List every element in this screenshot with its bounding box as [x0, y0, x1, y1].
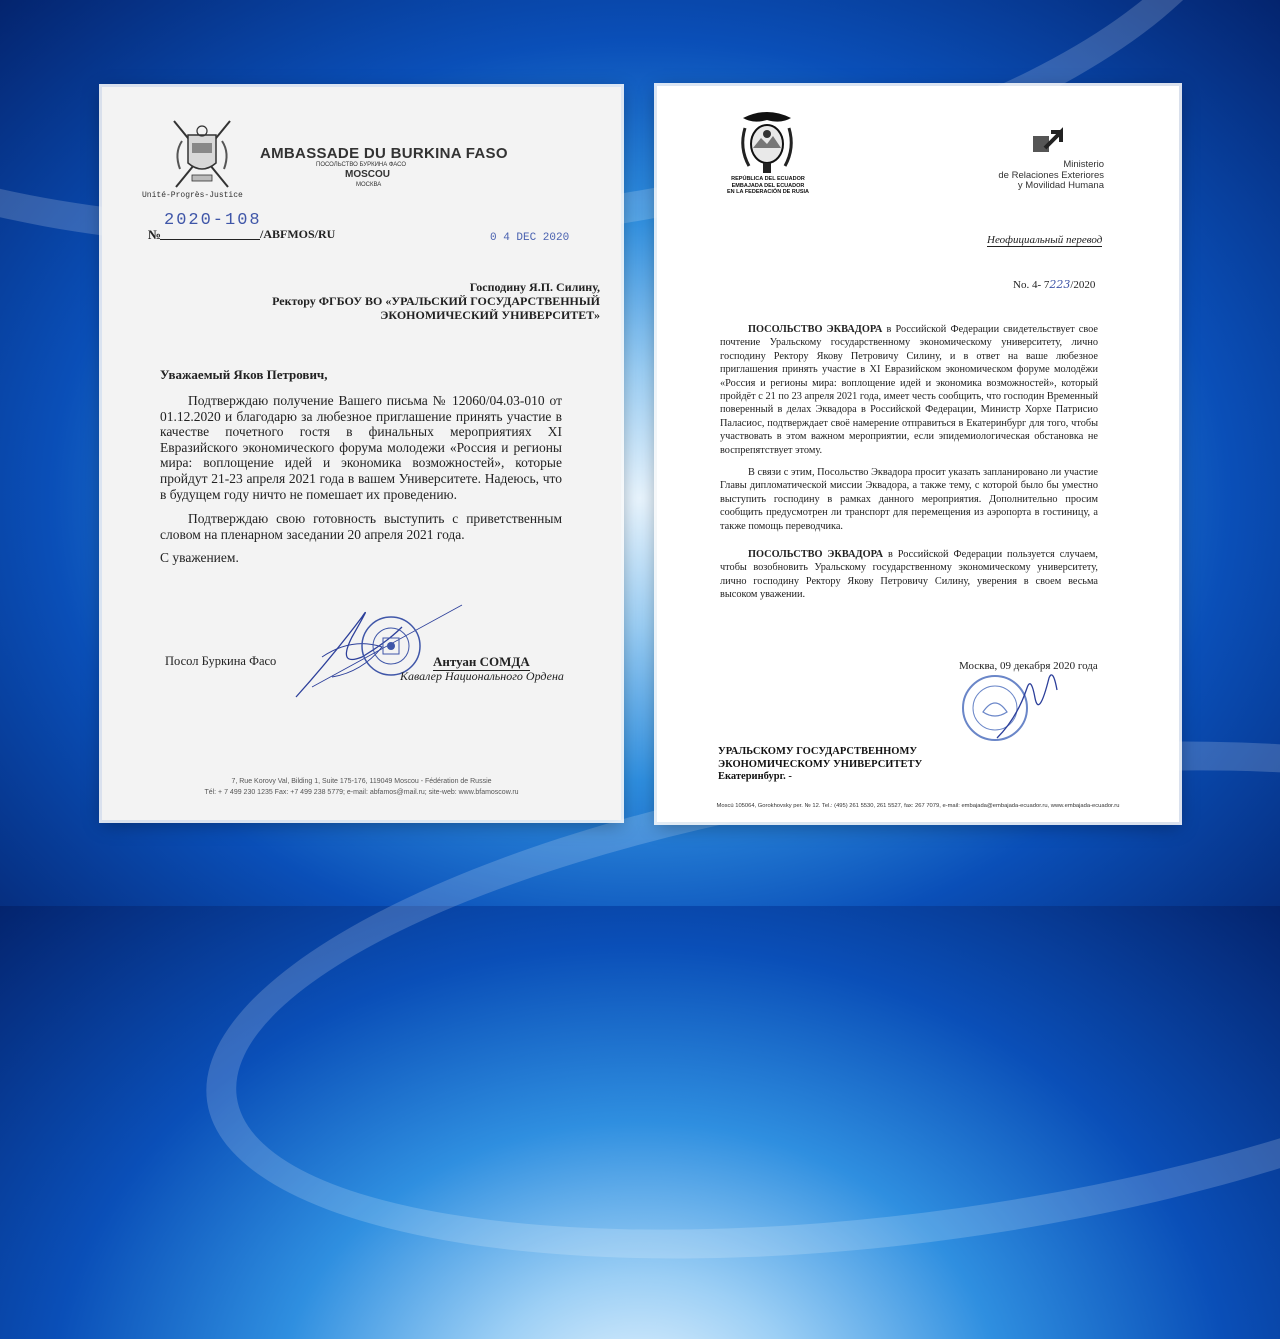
paragraph-text: в Российской Федерации пользуется случаем, чтобы возобновить Уральскому государственному экономическому университету, лично господину Ректору Якову Петровичу Силину, уверения в своем весьма высоком уважении.	[720, 549, 1098, 601]
closing: С уважением.	[160, 550, 239, 565]
place-date: Москва, 09 декабря 2020 года	[959, 660, 1098, 672]
footer-contacts: Moscú 105064, Gorokhovsky per. № 12. Tel.: (495) 261 5530, 261 5527, fax: 267 7079, e-mail: embajada@embajada-ecuador.ru, www.embajada-ecuador.ru	[716, 803, 1120, 809]
ministry-line: y Movilidad Humana	[1017, 180, 1104, 191]
embassy-city-ru: МОСКВА	[356, 182, 382, 188]
ministry-logo-icon	[1031, 124, 1067, 160]
motto: Unité-Progrès-Justice	[142, 191, 243, 200]
burkina-coat-of-arms-icon	[162, 113, 242, 193]
caption-line: REPÚBLICA DEL ECUADOR	[731, 176, 805, 182]
embassy-caption	[717, 176, 819, 196]
number-sign: №	[148, 227, 162, 242]
body-paragraph-1: Подтверждаю получение Вашего письма № 12060/04.03-010 от 01.12.2020 и благодарю за любезное приглашение принять участие в качестве почетного гостя в финальных мероприятиях XI Евразийского экономического форума молодежи «Россия и регионы мира: воплощение идей и экономика возможностей», которые пройдут 21-23 апреля 2021 года в вашем Университете. Надеюсь, что в будущем году ничто не помешает их проведению.	[160, 393, 562, 502]
ministry-name	[987, 160, 1104, 192]
body-paragraph-2: Подтверждаю свою готовность выступить с приветственным словом на пленарном заседании 20 апреля 2021 года.	[160, 511, 562, 542]
document-number-handwritten: 223	[1049, 278, 1071, 291]
paragraph-text: в Российской Федерации свидетельствует свое почтение Уральскому государственному экономическому университету, лично господину Ректору Якову Петровичу Силину, и в ответ на ваше любезное приглашения принять участие в XI Евразийском экономическом форуме молодёжи «Россия и регионы мира: воплощение идей и экономика возможностей», который пройдёт с 21 по 23 апреля 2021 года, имеет честь сообщить, что господин Временный поверенный в делах Эквадора в Российской Федерации, Министр Хорхе Патрисио Паласиос, подтверждает своё намерение отправиться в Екатеринбург для того, чтобы участвовать в этом важном мероприятии, если эпидемиологическая обстановка не воспрепятствует этому.	[720, 324, 1098, 456]
salutation: Уважаемый Яков Петрович,	[160, 367, 328, 382]
reference-number-stamp: 2020-108	[164, 211, 262, 230]
embassy-name: AMBASSADE DU BURKINA FASO	[260, 145, 508, 162]
signer-title: Посол Буркина Фасо	[165, 654, 277, 668]
burkina-faso-letter	[102, 87, 621, 820]
recipient-line: Екатеринбург. -	[718, 771, 792, 782]
ministry-line: de Relaciones Exteriores	[998, 169, 1104, 181]
signer-name: Антуан СОМДА	[433, 654, 530, 669]
footer-contacts: Tél: + 7 499 230 1235 Fax: +7 499 238 5779; e-mail: abfamos@mail.ru; site-web: www.bfamoscow.ru	[204, 789, 519, 796]
ecuador-coat-of-arms-icon	[737, 108, 797, 176]
signer-award: Кавалер Национального Ордена	[400, 669, 564, 683]
date-stamp: 0 4 DEC 2020	[490, 232, 570, 244]
embassy-lead: ПОСОЛЬСТВО ЭКВАДОРА	[748, 324, 883, 335]
document-number-prefix: No. 4- 7	[1013, 279, 1050, 291]
reference-suffix: /ABFMOS/RU	[260, 227, 336, 241]
body-paragraph-3	[720, 548, 1098, 602]
embassy-name-ru: ПОСОЛЬСТВО БУРКИНА ФАСО	[316, 162, 407, 168]
document-number-year: /2020	[1070, 279, 1096, 291]
addressee-line: Господину Я.П. Силину,	[469, 280, 600, 294]
recipient-block	[718, 746, 922, 784]
caption-line: EN LA FEDERACIÓN DE RUSIA	[727, 189, 809, 195]
addressee-block	[272, 280, 600, 322]
footer-address: 7, Rue Korovy Val, Bilding 1, Suite 175-176, 119049 Moscou - Fédération de Russie	[231, 778, 492, 785]
caption-line: EMBAJADA DEL ECUADOR	[731, 182, 805, 189]
addressee-line: Ректору ФГБОУ ВО «УРАЛЬСКИЙ ГОСУДАРСТВЕННЫЙ	[272, 294, 600, 308]
ecuador-letter	[657, 86, 1179, 822]
embassy-seal-icon	[360, 615, 422, 677]
recipient-line: ЭКОНОМИЧЕСКОМУ УНИВЕРСИТЕТУ	[718, 758, 923, 770]
document-number	[1013, 278, 1095, 291]
embassy-lead: ПОСОЛЬСТВО ЭКВАДОРА	[748, 549, 884, 560]
number-underline	[160, 239, 260, 240]
ministry-line: Ministerio	[1063, 159, 1104, 170]
recipient-line: УРАЛЬСКОМУ ГОСУДАРСТВЕННОМУ	[718, 746, 918, 757]
translation-note: Неофициальный перевод	[987, 234, 1103, 246]
addressee-line: ЭКОНОМИЧЕСКИЙ УНИВЕРСИТЕТ»	[380, 308, 600, 322]
embassy-city: MOSCOU	[345, 169, 390, 180]
body-paragraph-2: В связи с этим, Посольство Эквадора просит указать запланировано ли участие Главы дипломатической миссии Эквадора, а также тему, с которой было бы уместно выступить господину в рамках данного мероприятия. Дополнительно просим сообщить предусмотрен ли транспорт для перемещения из аэропорта в гостиницу, а также помощь переводчика.	[720, 467, 1098, 532]
body-paragraph-1	[720, 323, 1098, 457]
ecuador-embassy-seal-icon	[957, 668, 1067, 748]
